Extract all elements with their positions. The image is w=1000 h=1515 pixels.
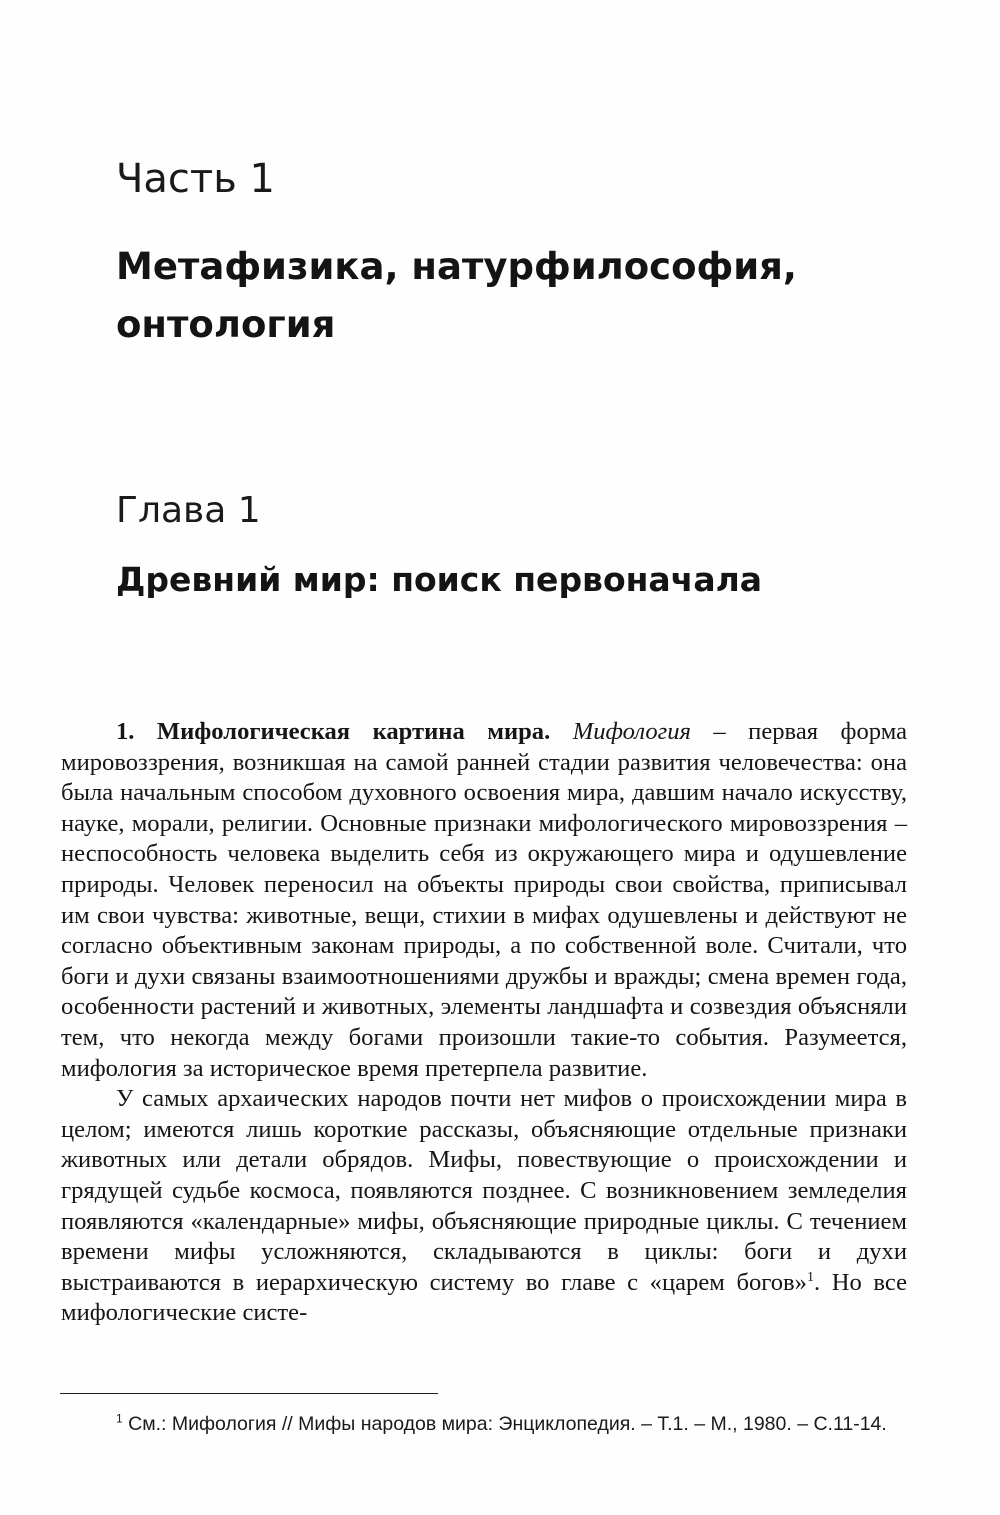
paragraph-2 [61, 1084, 907, 1329]
footnote-marker: 1 [116, 1411, 123, 1426]
paragraph-2-text: У самых архаических народов почти нет мифов о происхождении мира в целом; имеются лишь короткие рассказы, объясняющие отдельные признаки животных или детали обрядов. Мифы, повествующие о происхождении и грядущей судьбе космоса, появляются позднее. С возникновением земледелия появляются «календарные» мифы, объясняющие природные циклы. С течением времени мифы усложняются, складываются в циклы: боги и духи выстраиваются в иерархическую систему во главе с «царем богов» [61, 1085, 907, 1296]
part-title: Метафизика, натурфилософия, онтология [116, 245, 797, 346]
section-heading-inline: 1. Мифологическая картина мира. [116, 718, 551, 745]
part-label: Часть 1 [116, 156, 275, 202]
term-italic: Мифология [572, 718, 691, 745]
footnote-text: См.: Мифология // Мифы народов мира: Энциклопедия. – Т.1. – М., 1980. – С.11-14. [122, 1413, 887, 1435]
body-text [61, 717, 907, 1329]
paragraph-2-continuation: . Но все мифологические систе- [61, 1268, 907, 1327]
chapter-title: Древний мир: поиск первоначала [116, 560, 763, 599]
paragraph-1-text: – первая форма мировоззрения, возникшая на самой ранней стадии развития человечества: она была начальным способом духовного освоения мира, давшим начало искусству, науке, морали, религии. Основные признаки мифологического мировоззрения – неспособность человека выделить себя из окружающего мира и одушевление природы. Человек переносил на объекты природы свои свойства, приписывал им свои чувства: животные, вещи, стихии в мифах одушевлены и действуют не согласно объективным законам природы, а по собственной воле. Считали, что боги и духи связаны взаимоотношениями дружбы и вражды; смена времен года, особенности растений и животных, элементы ландшафта и созвездия объясняли тем, что некогда между богами произошли такие-то события. Разумеется, мифология за историческое время претерпела развитие. [61, 718, 907, 1082]
footnote [116, 1411, 936, 1437]
paragraph-1 [61, 717, 907, 1084]
footnote-divider [60, 1393, 438, 1394]
chapter-label: Глава 1 [116, 490, 261, 531]
footnote-reference: 1 [806, 1269, 814, 1285]
